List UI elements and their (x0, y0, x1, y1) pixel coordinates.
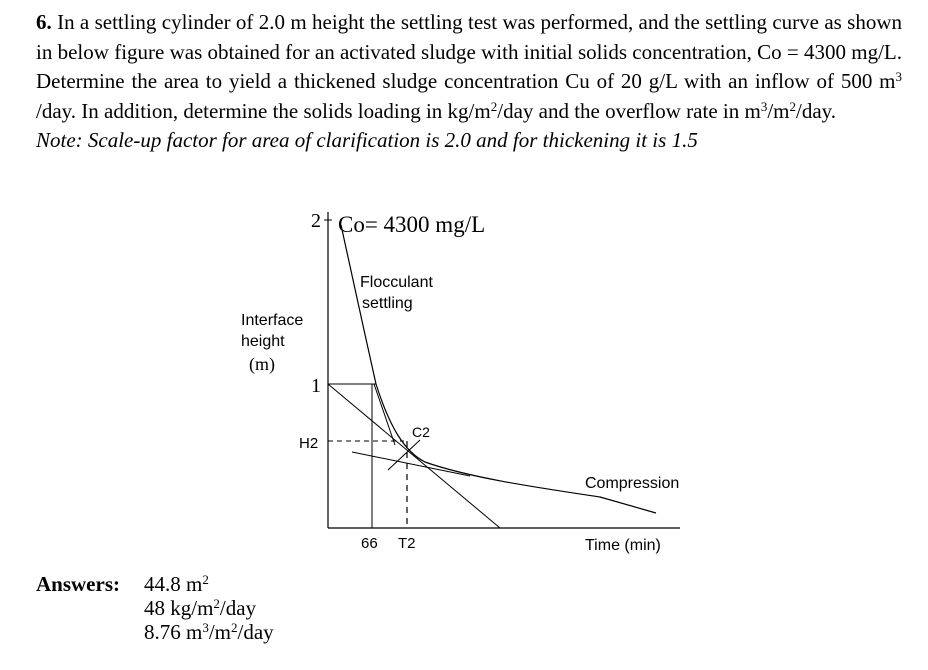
answer-overflow-rate: 8.76 $m^3/m^2$/day (144, 620, 274, 644)
scale-up-note: Note: Scale-up factor for area of clarification is 2.0 and for thickening it is 1.5 (36, 128, 698, 153)
problem-text-part-1: In a settling cylinder of 2.0 m height the settling test was performed, and the settling curve as shown in below figure was obtained for an activated sludge with initial solids concentration, Co = 4300 mg/L. Determine the area to yield a thickened sludge concentration Cu of 20 g/L with an inflow of 500 m (36, 10, 902, 94)
flocculant-label-line-2: settling (362, 295, 413, 312)
bisector-line (328, 384, 500, 528)
problem-text-part-2: /day. In addition, determine the solids loading in kg/m (36, 98, 491, 123)
superscript-2: 2 (490, 98, 498, 114)
flocculant-tangent (374, 384, 395, 445)
x-tick-label-66: 66 (361, 535, 378, 552)
y-tick-label-1: 1 (311, 375, 321, 397)
y-axis-unit: (m) (249, 354, 275, 374)
problem-text-part-4: /m (767, 98, 790, 123)
y-axis-title-line-1: Interface (241, 312, 304, 329)
h2-label: H2 (299, 435, 319, 452)
x-axis-title: Time (min) (585, 537, 661, 554)
answer-solids-loading: 48 $kg/m^2$/day (144, 596, 257, 620)
superscript-2: 2 (789, 98, 796, 114)
compression-tangent (352, 452, 470, 476)
problem-number: 6. (36, 10, 52, 34)
superscript-3: 3 (895, 69, 902, 85)
c2-label: C2 (412, 424, 430, 440)
problem-text-part-5: /day. (795, 98, 837, 123)
y-axis-title-line-2: height (241, 333, 285, 350)
x-tick-label-t2: T2 (398, 535, 416, 552)
answer-area: 44.8 $m^2$ (144, 572, 209, 596)
superscript-3: 3 (760, 98, 768, 114)
initial-concentration-label: Co= 4300 mg/L (338, 212, 486, 237)
y-max-label: 2 (311, 210, 321, 232)
problem-text-part-3: /day and the overflow rate in m (497, 98, 761, 123)
answers-label: Answers: (36, 572, 120, 596)
answers-list (144, 572, 274, 644)
compression-label: Compression (585, 475, 680, 492)
flocculant-label-line-1: Flocculant (360, 274, 433, 291)
